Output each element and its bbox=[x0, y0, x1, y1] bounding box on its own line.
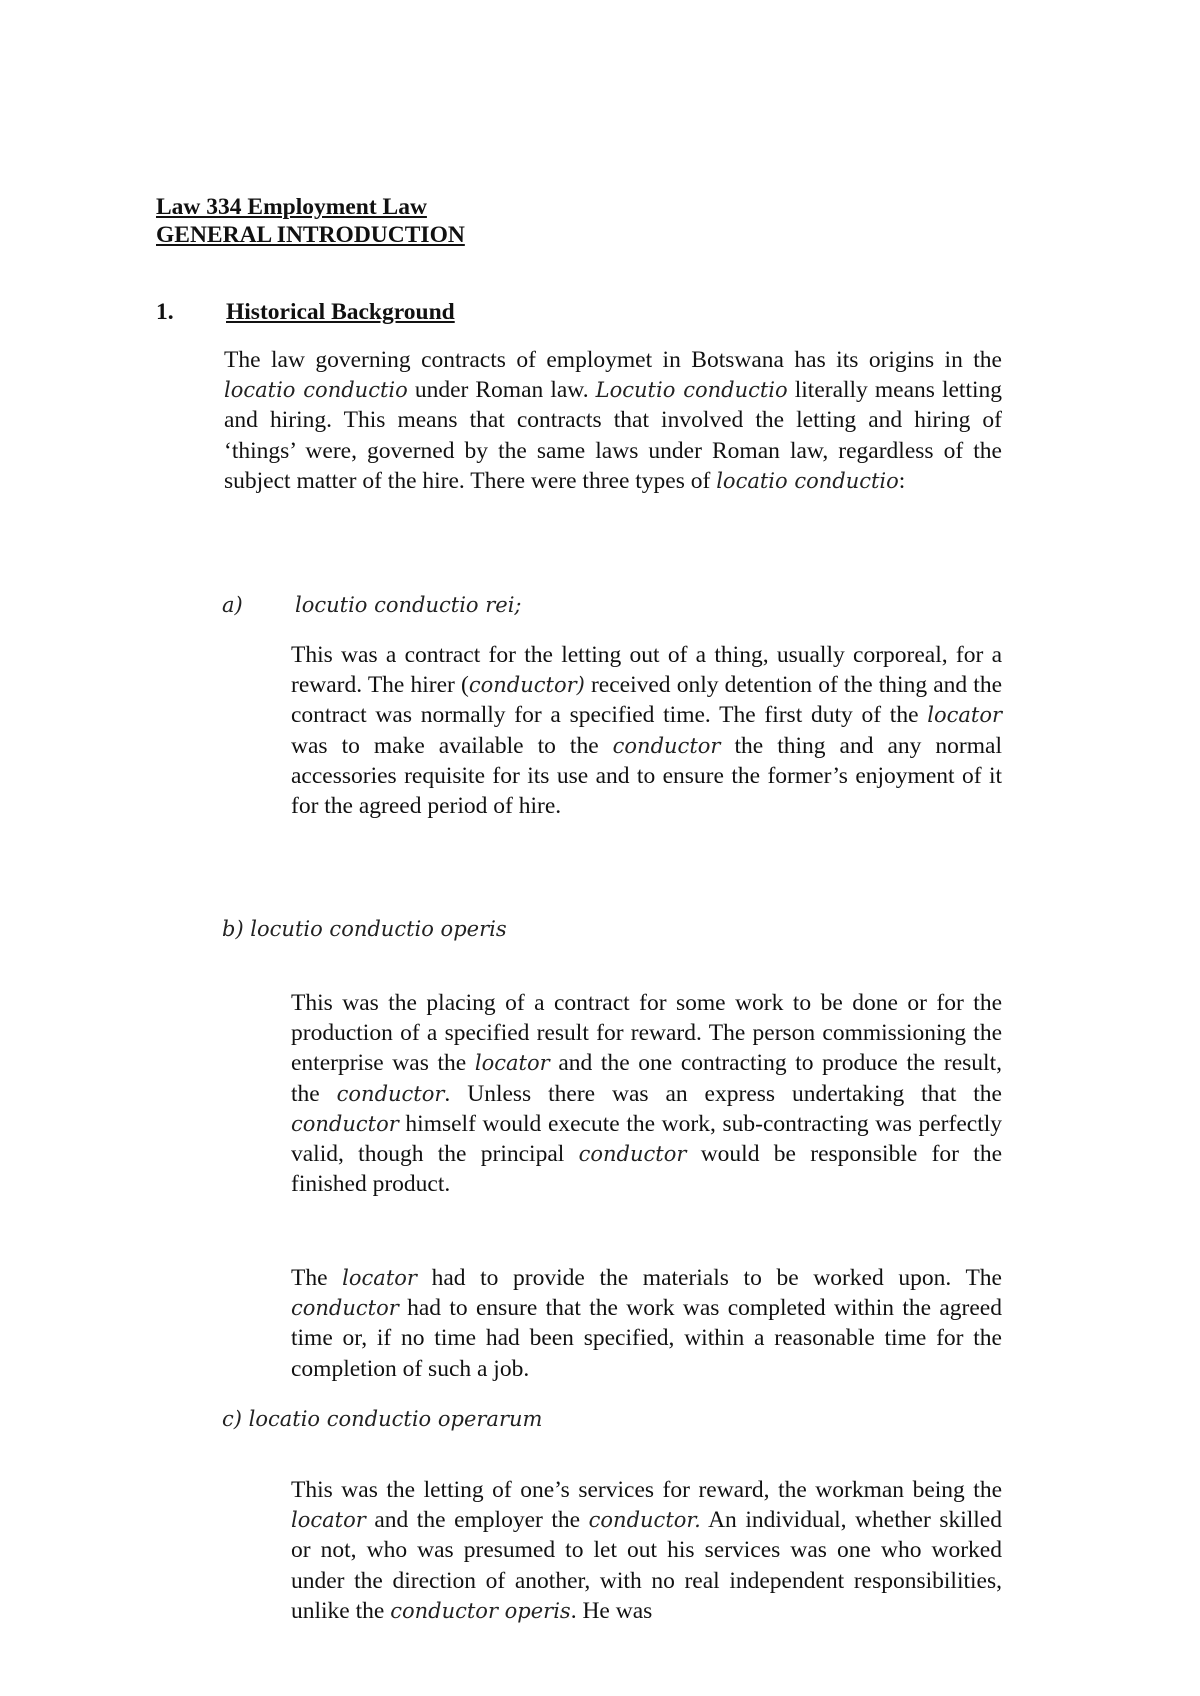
latin-term: locator bbox=[927, 703, 1002, 728]
text-run: received only detention of the thing and the contract was normally for a specified time. The first duty of the bbox=[291, 672, 1003, 729]
latin-term: locator bbox=[291, 1508, 366, 1533]
text-run: and the one contracting to produce the result, the bbox=[291, 1050, 1002, 1107]
type-a-marker: a) bbox=[222, 593, 243, 617]
latin-term: conductor bbox=[336, 1081, 445, 1106]
section-title: Historical Background bbox=[226, 299, 455, 325]
text-run: had to provide the materials to be worked upon. The bbox=[416, 1265, 1002, 1291]
type-a-heading: locutio conductio rei; bbox=[295, 593, 522, 617]
latin-term: locator bbox=[342, 1266, 417, 1290]
intro-paragraph bbox=[224, 345, 1002, 496]
text-run: was to make available to the bbox=[291, 732, 613, 759]
text-run: literally means letting and hiring. This means that contracts that involved the letting and hiring of ‘things’ were, governed by the same laws under Roman law, regardless of the subject matter of the hire. There were three types of bbox=[224, 377, 1003, 494]
text-run: himself would execute the work, sub-contracting was perfectly valid, though the principal bbox=[291, 1110, 1002, 1168]
latin-term: locator bbox=[474, 1051, 550, 1076]
latin-term: conductor. bbox=[588, 1508, 701, 1533]
text-run: . Unless there was an express undertaking that the bbox=[444, 1080, 1002, 1107]
type-c-heading: c) locatio conductio operarum bbox=[222, 1407, 543, 1431]
latin-term: Locutio conductio bbox=[595, 378, 788, 403]
text-run: An individual, whether skilled or not, who was presumed to let out his services was one who worked under the direction of another, with no real independent responsibilities, unlike the bbox=[291, 1507, 1002, 1624]
latin-term: locatio conductio bbox=[224, 378, 408, 403]
section-number: 1. bbox=[156, 299, 174, 325]
text-run: This was the letting of one’s services for reward, the workman being the bbox=[291, 1477, 1002, 1503]
text-run: : bbox=[898, 467, 906, 494]
type-b-heading: b) locutio conductio operis bbox=[222, 917, 507, 941]
text-run: would be responsible for the finished product. bbox=[291, 1141, 1002, 1198]
latin-term: conductor) bbox=[468, 673, 585, 698]
text-run: under Roman law. bbox=[407, 377, 596, 404]
text-run: The bbox=[291, 1265, 343, 1291]
text-run: and the employer the bbox=[365, 1507, 589, 1534]
latin-term: locatio conductio bbox=[716, 468, 899, 493]
type-b-paragraph-1 bbox=[291, 988, 1002, 1199]
text-run: . He was bbox=[570, 1597, 653, 1624]
text-run: had to ensure that the work was completed within the agreed time or, if no time had been specified, within a reasonable time for the completion of such a job. bbox=[291, 1295, 1002, 1382]
text-run: This was the placing of a contract for some work to be done or for the production of a specified result for reward. The person commissioning the enterprise was the bbox=[291, 990, 1002, 1077]
latin-term: conductor bbox=[291, 1296, 399, 1321]
latin-term: conductor bbox=[612, 733, 721, 758]
course-title: Law 334 Employment Law bbox=[156, 194, 427, 220]
text-run: This was a contract for the letting out of a thing, usually corporeal, for a reward. The hirer ( bbox=[291, 642, 1002, 699]
type-c-paragraph bbox=[291, 1475, 1002, 1626]
document-subtitle: GENERAL INTRODUCTION bbox=[156, 222, 465, 248]
text-run: the thing and any normal accessories requisite for its use and to ensure the former’s enjoyment of it for the agreed period of hire. bbox=[291, 732, 1002, 820]
latin-term: conductor operis bbox=[390, 1598, 571, 1623]
latin-term: conductor bbox=[291, 1111, 399, 1136]
type-b-paragraph-2 bbox=[291, 1263, 1002, 1384]
latin-term: conductor bbox=[578, 1142, 687, 1167]
type-a-paragraph bbox=[291, 640, 1002, 821]
text-run: The law governing contracts of employmet in Botswana has its origins in the bbox=[224, 347, 1002, 373]
